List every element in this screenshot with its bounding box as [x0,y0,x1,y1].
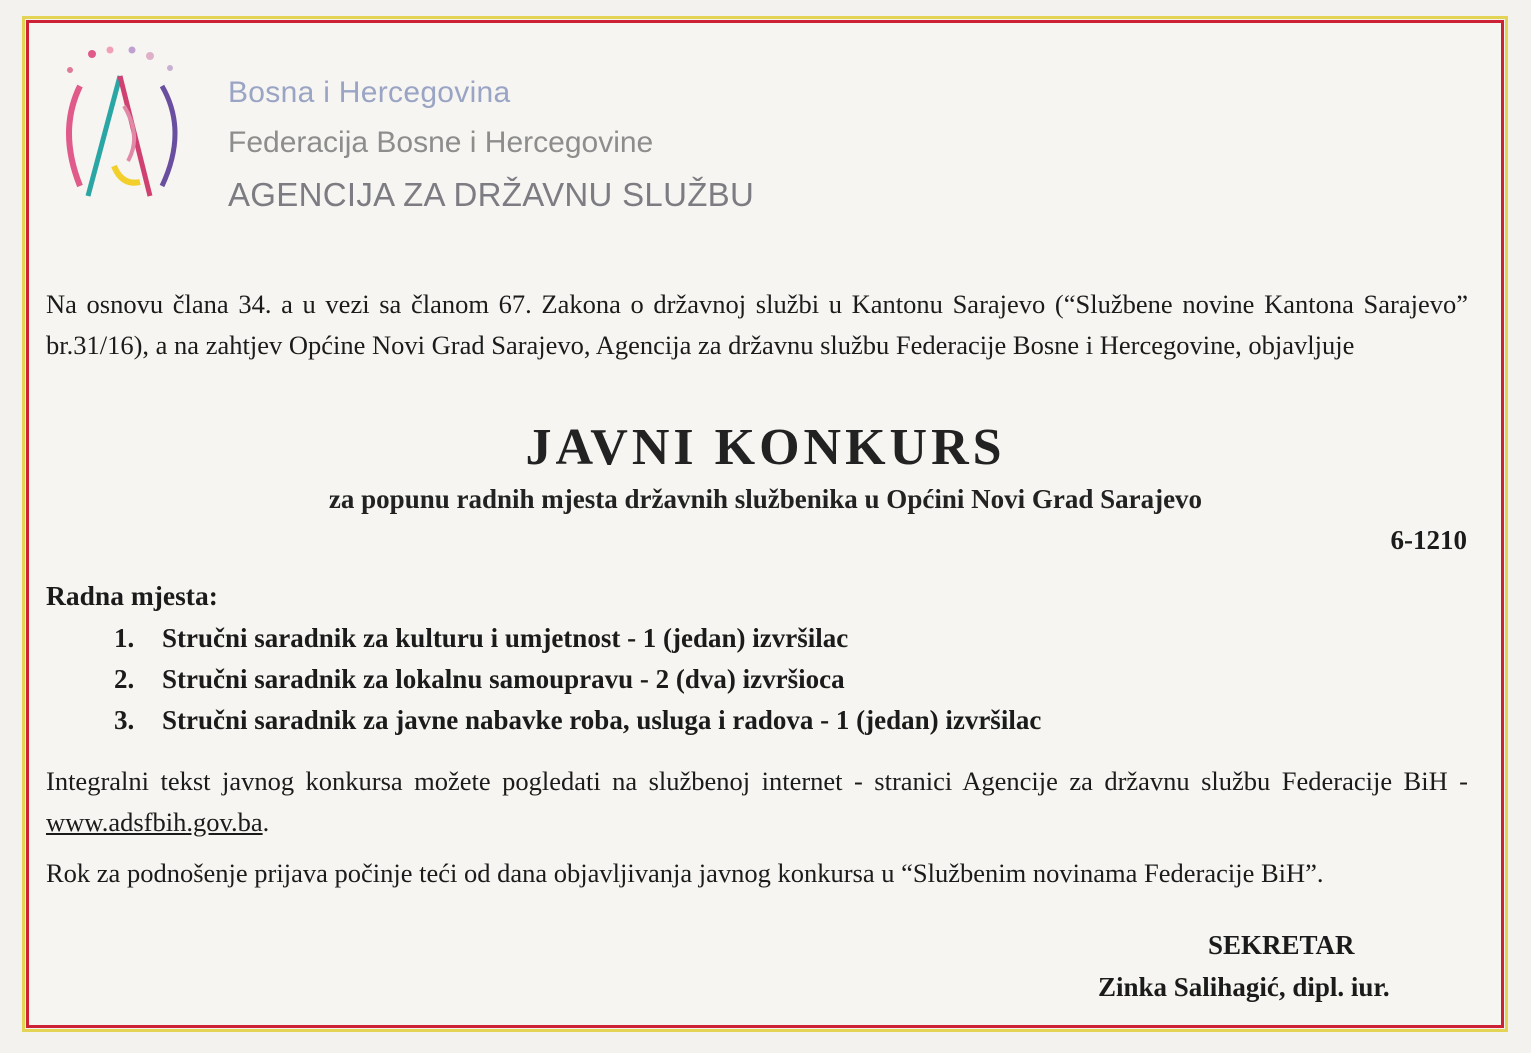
positions-list [114,618,1041,741]
list-item-number: 1. [114,623,135,653]
signature-name: Zinka Salihagić, dipl. iur. [1098,972,1390,1002]
info-text-end: . [262,807,270,837]
org-federation: Federacija Bosne i Hercegovine [228,126,654,159]
list-item [114,618,1041,659]
org-country: Bosna i Hercegovina [228,76,511,109]
list-item-number: 3. [114,705,135,735]
agency-emblem-icon [50,46,200,216]
document-subtitle: za popunu radnih mjesta državnih službenika u Općini Novi Grad Sarajevo [328,484,1203,514]
org-agency: AGENCIJA ZA DRŽAVNU SLUŽBU [228,176,755,213]
deadline-paragraph: Rok za podnošenje prijava počinje teći od dana objavljivanja javnog konkursa u “Službenim novinama Federacije BiH”. [46,858,1324,888]
list-item-text: Stručni saradnik za lokalnu samoupravu - 2 (dva) izvršioca [162,664,845,694]
document-title: JAVNI KONKURS [525,419,1006,476]
list-item-text: Stručni saradnik za kulturu i umjetnost - 1 (jedan) izvršilac [162,623,849,653]
positions-heading: Radna mjesta: [46,580,218,611]
list-item [114,659,1041,700]
info-paragraph [46,761,1468,843]
agency-website-link[interactable]: www.adsfbih.gov.ba [46,807,263,837]
signature-role: SEKRETAR [1208,930,1355,960]
list-item-number: 2. [114,664,135,694]
list-item [114,700,1041,741]
reference-code: 6-1210 [1390,525,1467,555]
info-text: Integralni tekst javnog konkursa možete pogledati na službenoj internet - stranici Agencije za državnu službu Federacije BiH - [46,766,1468,796]
intro-paragraph: Na osnovu člana 34. a u vezi sa članom 67. Zakona o državnoj službi u Kantonu Sarajevo (“Službene novine Kantona Sarajevo” br.31/16), a na zahtjev Općine Novi Grad Sarajevo, Agencija za državnu službu Federacije Bosne i Hercegovine, objavljuje [46,289,1468,360]
list-item-text: Stručni saradnik za javne nabavke roba, usluga i radova - 1 (jedan) izvršilac [162,705,1042,735]
